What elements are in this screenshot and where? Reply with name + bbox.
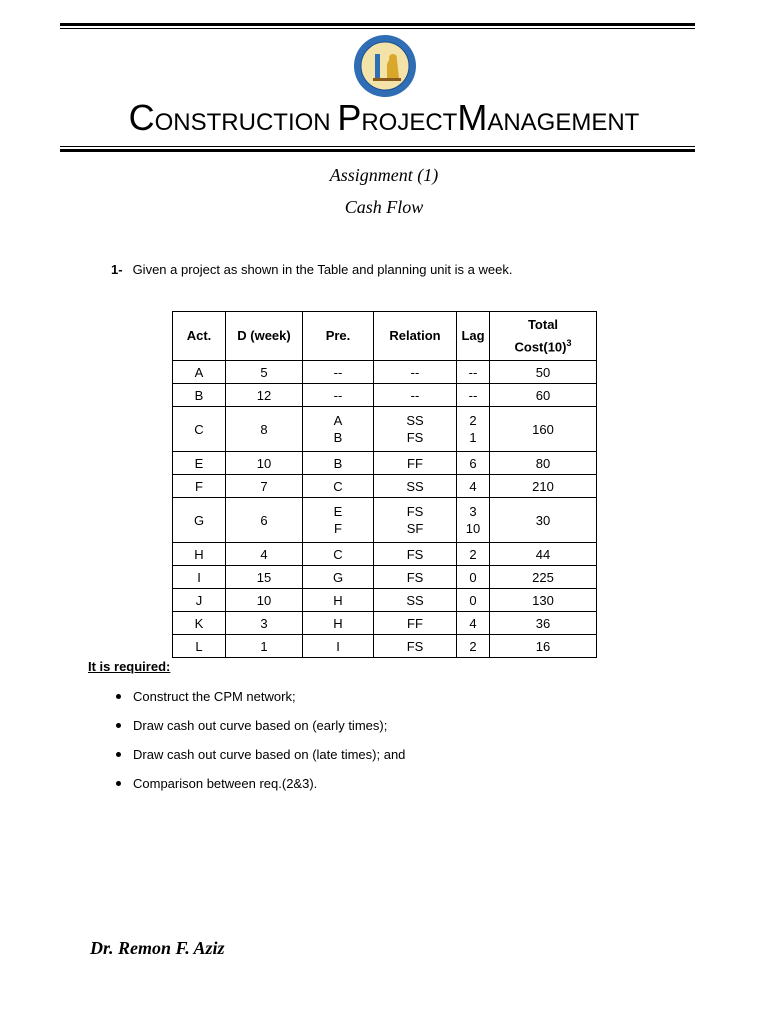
cell-duration: 7 — [226, 475, 303, 498]
cell-total-cost: 36 — [490, 612, 597, 635]
header-relation: Relation — [374, 312, 457, 361]
cell-relation — [374, 475, 457, 498]
cell-predecessor-value: -- — [333, 364, 343, 380]
cell-activity: J — [173, 589, 226, 612]
cell-activity: G — [173, 498, 226, 543]
cell-lag-value: 4 — [469, 478, 477, 494]
title-initial: M — [457, 97, 488, 138]
cell-relation-value: FS — [406, 430, 424, 445]
cell-total-cost: 30 — [490, 498, 597, 543]
table-row — [173, 566, 597, 589]
cell-activity: L — [173, 635, 226, 658]
cell-predecessor — [303, 475, 374, 498]
cell-relation-value: SS — [406, 478, 424, 494]
table-row — [173, 612, 597, 635]
cell-total-cost: 225 — [490, 566, 597, 589]
cell-total-cost: 160 — [490, 407, 597, 452]
cell-lag — [457, 589, 490, 612]
cell-duration: 10 — [226, 452, 303, 475]
cell-lag — [457, 452, 490, 475]
title-rest: ROJECT — [361, 109, 458, 136]
cell-lag-value: 2 — [469, 546, 477, 562]
cell-relation — [374, 635, 457, 658]
table-row — [173, 635, 597, 658]
cell-predecessor — [303, 407, 374, 452]
cell-total-cost: 16 — [490, 635, 597, 658]
cell-duration: 8 — [226, 407, 303, 452]
title-initial: C — [128, 97, 155, 138]
cell-total-cost: 210 — [490, 475, 597, 498]
top-rule-thick — [60, 23, 695, 26]
cell-predecessor-value: C — [333, 478, 343, 494]
cell-relation — [374, 566, 457, 589]
cell-lag — [457, 612, 490, 635]
table-row — [173, 475, 597, 498]
question-number: 1- — [111, 262, 123, 277]
cell-lag-value: 6 — [469, 455, 477, 471]
cell-lag-value: 4 — [469, 615, 477, 631]
cell-relation — [374, 589, 457, 612]
cell-predecessor-value: G — [332, 569, 344, 585]
cell-total-cost: 60 — [490, 384, 597, 407]
question-1 — [111, 262, 512, 277]
cell-lag-value: -- — [468, 387, 478, 403]
cell-lag — [457, 407, 490, 452]
cell-relation-value: -- — [410, 387, 420, 403]
header-lag: Lag — [457, 312, 490, 361]
cell-lag — [457, 543, 490, 566]
cell-relation — [374, 407, 457, 452]
cell-lag — [457, 498, 490, 543]
cell-duration: 3 — [226, 612, 303, 635]
cell-lag-value: -- — [468, 364, 478, 380]
header-duration: D (week) — [226, 312, 303, 361]
assignment-subject: Cash Flow — [344, 197, 424, 217]
cell-relation-value: FS — [406, 638, 424, 654]
cell-relation-value: -- — [410, 364, 420, 380]
cell-lag-value: 1 — [469, 430, 477, 445]
table-row — [173, 498, 597, 543]
author-signature: Dr. Remon F. Aziz — [90, 938, 225, 958]
title-initial: P — [337, 97, 362, 138]
header-total-cost — [490, 312, 597, 361]
cell-predecessor — [303, 635, 374, 658]
table-row — [173, 452, 597, 475]
cell-relation — [374, 498, 457, 543]
cell-lag-value: 0 — [469, 592, 477, 608]
cell-relation-value: FF — [407, 615, 423, 631]
cell-relation — [374, 543, 457, 566]
header-act: Act. — [173, 312, 226, 361]
document-title — [0, 96, 768, 145]
table-row — [173, 384, 597, 407]
cell-lag-value: 2 — [469, 638, 477, 654]
cell-activity: E — [173, 452, 226, 475]
table-row — [173, 589, 597, 612]
title-rest: ONSTRUCTION — [154, 109, 338, 136]
assignment-number: Assignment (1) — [329, 165, 439, 185]
cell-total-cost: 44 — [490, 543, 597, 566]
table-header-row — [173, 312, 597, 361]
cell-lag — [457, 566, 490, 589]
cell-predecessor-value: -- — [333, 387, 343, 403]
cell-activity: H — [173, 543, 226, 566]
cell-relation-value: SS — [406, 592, 424, 608]
cell-total-cost: 130 — [490, 589, 597, 612]
cell-lag-value: 3 — [469, 504, 477, 519]
bottom-rule-thin — [60, 146, 695, 147]
table-row — [173, 543, 597, 566]
cell-lag-value: 0 — [469, 569, 477, 585]
cell-relation-value: SS — [406, 413, 424, 428]
cell-duration: 10 — [226, 589, 303, 612]
cell-total-cost: 80 — [490, 452, 597, 475]
cell-predecessor-value: B — [333, 455, 343, 471]
cell-duration: 4 — [226, 543, 303, 566]
cell-relation-value: FS — [406, 504, 424, 519]
cell-relation-value: FS — [406, 546, 424, 562]
cell-duration: 6 — [226, 498, 303, 543]
cell-predecessor — [303, 589, 374, 612]
university-logo — [353, 34, 417, 98]
cell-relation — [374, 612, 457, 635]
cell-activity: F — [173, 475, 226, 498]
bottom-rule-thick — [60, 149, 695, 152]
cell-total-cost: 50 — [490, 361, 597, 384]
cell-lag — [457, 635, 490, 658]
cell-predecessor — [303, 498, 374, 543]
cell-duration: 5 — [226, 361, 303, 384]
requirements-heading: It is required: — [88, 659, 171, 674]
table-row — [173, 361, 597, 384]
cell-predecessor-value: B — [333, 430, 343, 445]
cell-relation-value: SF — [406, 521, 424, 536]
cell-lag — [457, 384, 490, 407]
cell-lag — [457, 361, 490, 384]
header-cost-exponent: 3 — [566, 337, 572, 348]
cell-predecessor-value: A — [333, 413, 343, 428]
cell-predecessor-value: F — [334, 521, 342, 536]
list-item: Comparison between req.(2&3). — [112, 775, 405, 804]
cell-relation — [374, 384, 457, 407]
cell-lag-value: 2 — [469, 413, 477, 428]
activity-table — [172, 311, 597, 658]
cell-duration: 12 — [226, 384, 303, 407]
title-rest: ANAGEMENT — [487, 109, 640, 136]
cell-predecessor — [303, 361, 374, 384]
cell-predecessor — [303, 566, 374, 589]
list-item: Draw cash out curve based on (late times); and — [112, 746, 405, 775]
cell-duration: 1 — [226, 635, 303, 658]
cell-activity: A — [173, 361, 226, 384]
cell-relation-value: FS — [406, 569, 424, 585]
header-cost-line2: Cost(10) — [514, 339, 567, 355]
cell-activity: K — [173, 612, 226, 635]
cell-predecessor — [303, 543, 374, 566]
cell-predecessor-value: H — [333, 615, 343, 631]
cell-predecessor-value: E — [333, 504, 343, 519]
requirements-list — [112, 688, 405, 804]
header-cost-line1: Total — [527, 316, 559, 332]
cell-relation — [374, 452, 457, 475]
cell-predecessor — [303, 452, 374, 475]
cell-duration: 15 — [226, 566, 303, 589]
question-text: Given a project as shown in the Table and planning unit is a week. — [132, 262, 513, 277]
cell-activity: B — [173, 384, 226, 407]
cell-activity: C — [173, 407, 226, 452]
cell-activity: I — [173, 566, 226, 589]
list-item: Draw cash out curve based on (early times); — [112, 717, 405, 746]
top-rule-thin — [60, 28, 695, 29]
cell-predecessor-value: H — [333, 592, 343, 608]
cell-predecessor-value: I — [336, 638, 340, 654]
cell-predecessor — [303, 384, 374, 407]
table-row — [173, 407, 597, 452]
cell-lag-value: 10 — [465, 521, 481, 536]
cell-predecessor-value: C — [333, 546, 343, 562]
cell-predecessor — [303, 612, 374, 635]
cell-lag — [457, 475, 490, 498]
list-item: Construct the CPM network; — [112, 688, 405, 717]
cell-relation — [374, 361, 457, 384]
cell-relation-value: FF — [407, 455, 423, 471]
header-predecessor: Pre. — [303, 312, 374, 361]
